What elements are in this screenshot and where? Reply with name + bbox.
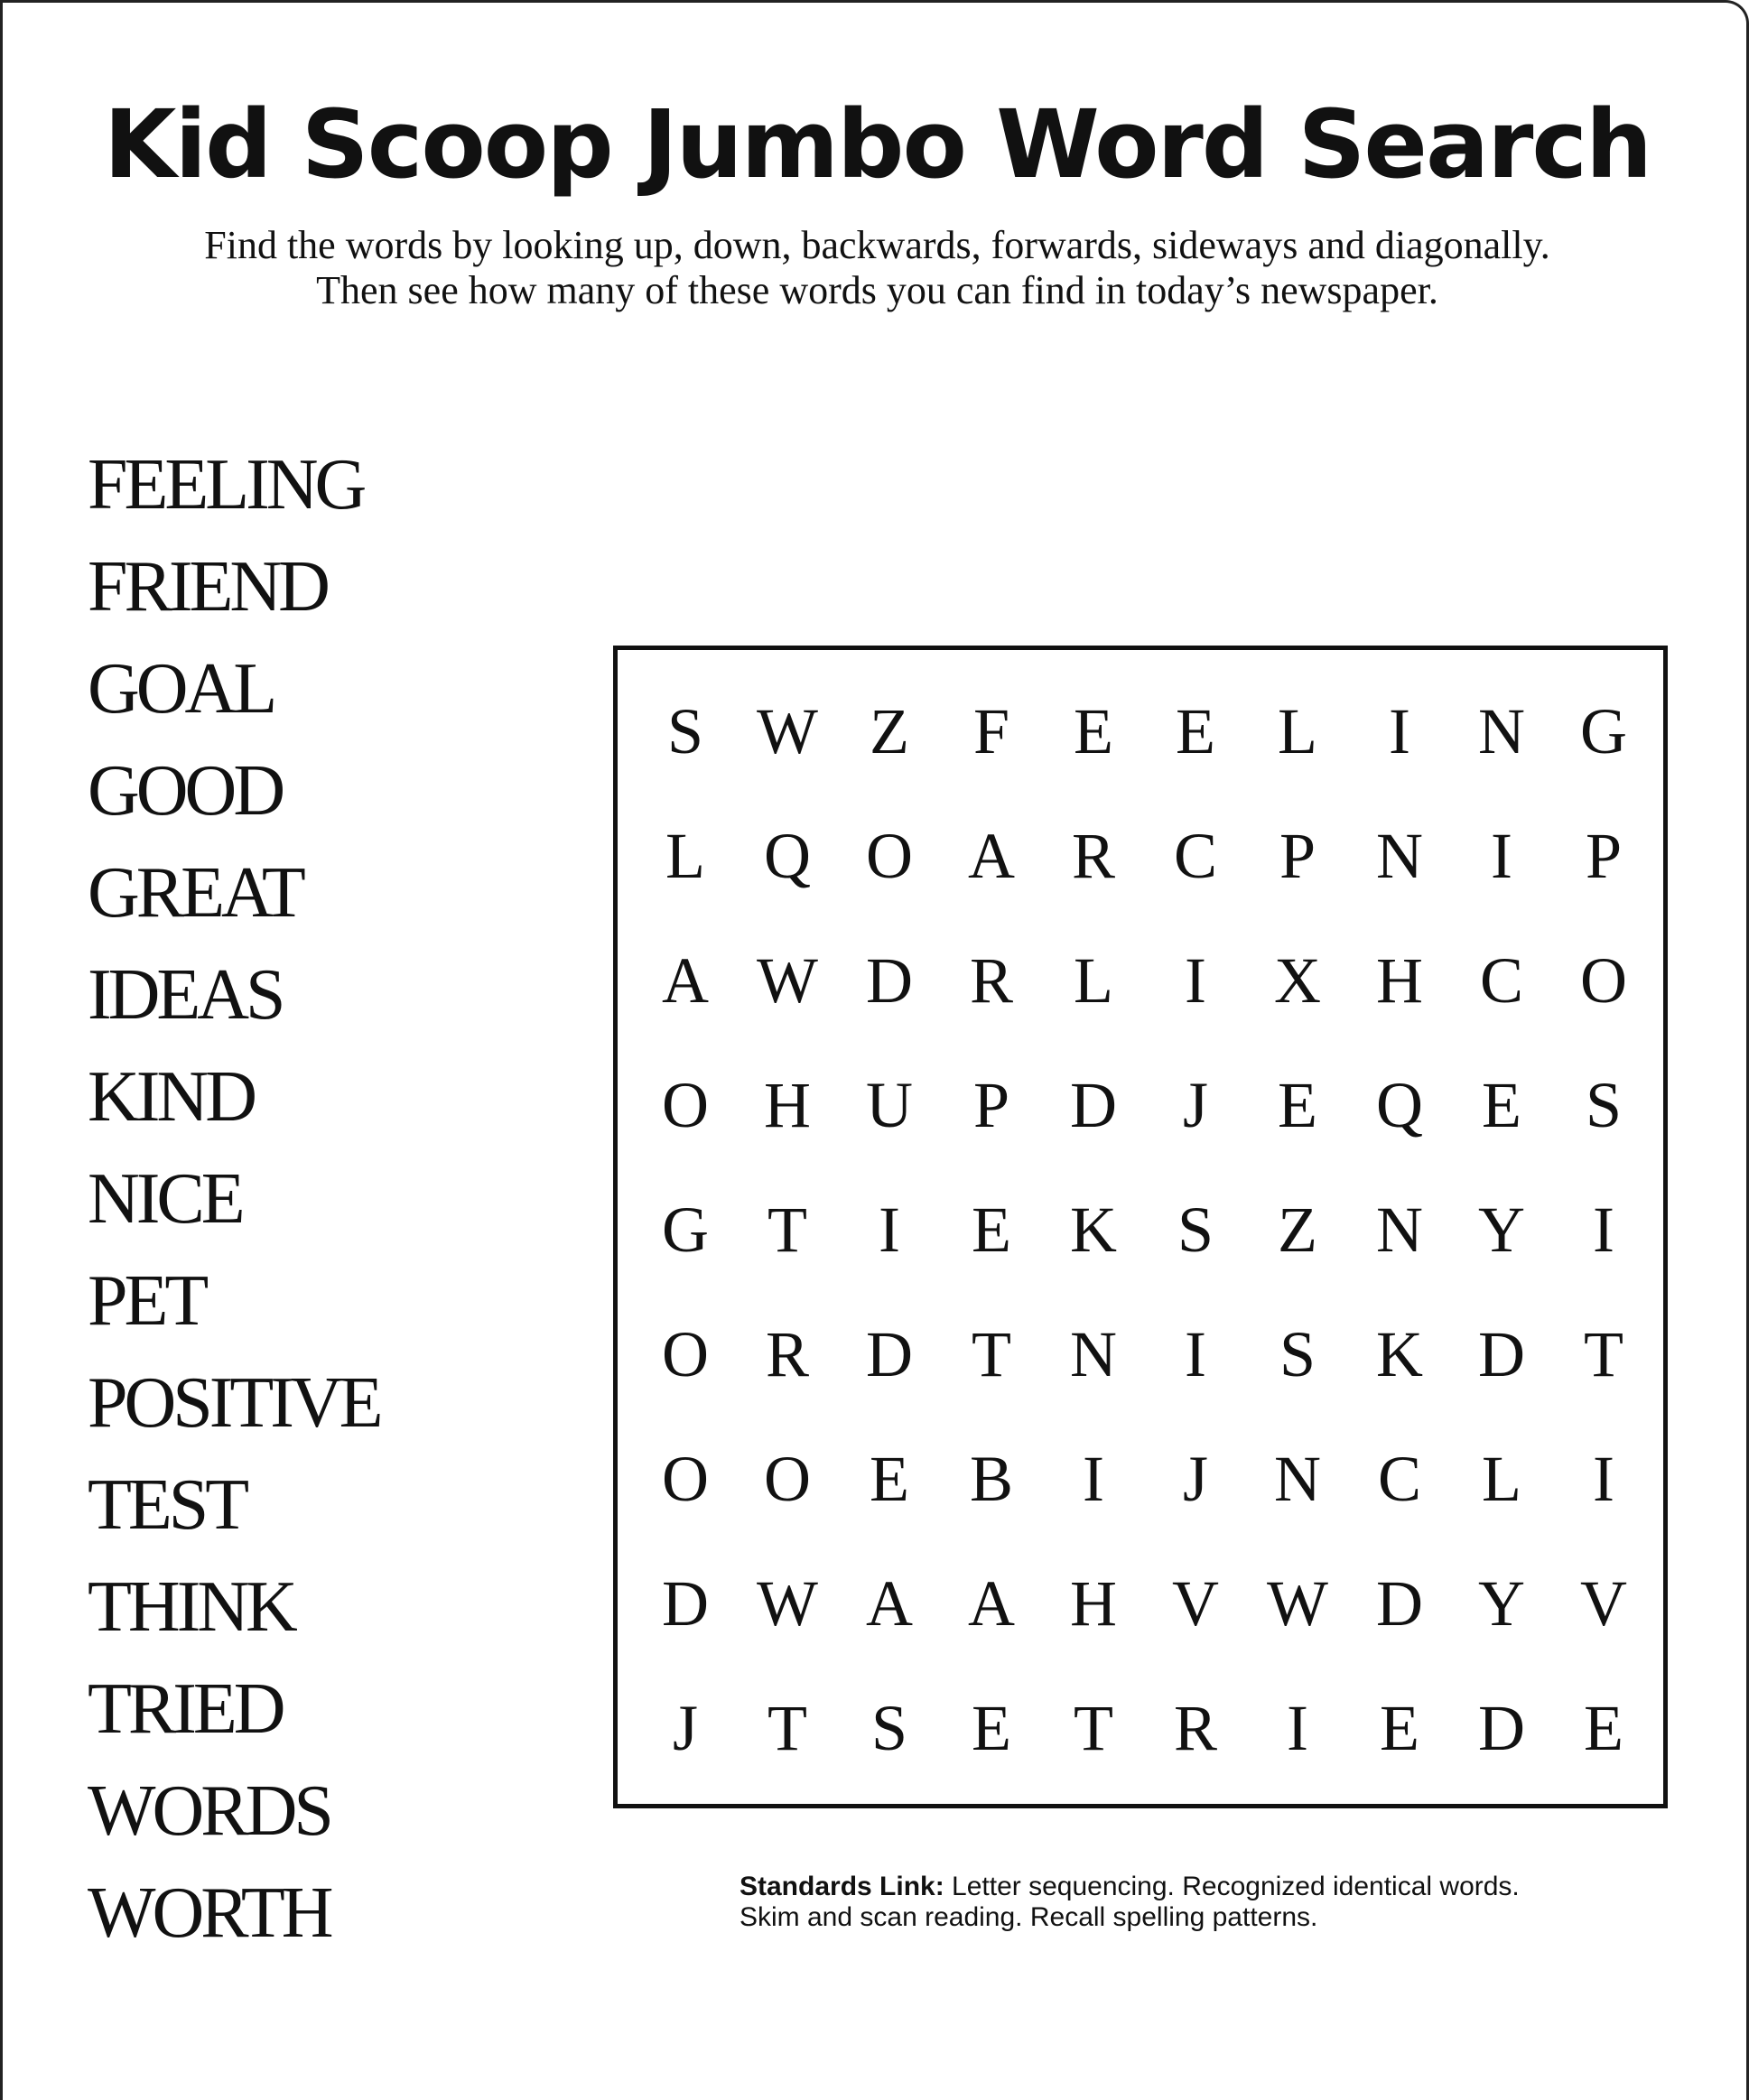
grid-letter[interactable]: P bbox=[972, 1069, 1010, 1141]
page-title: Kid Scoop Jumbo Word Search bbox=[103, 89, 1651, 200]
grid-letter[interactable]: Z bbox=[870, 695, 909, 767]
grid-letter[interactable]: N bbox=[1376, 1194, 1423, 1266]
grid-letter[interactable]: Q bbox=[1376, 1069, 1423, 1141]
grid-letter[interactable]: A bbox=[866, 1567, 913, 1640]
grid-letter[interactable]: E bbox=[1278, 1069, 1317, 1141]
word-list-item: NICE bbox=[88, 1159, 242, 1239]
grid-letter[interactable]: Q bbox=[764, 820, 811, 892]
standards-link bbox=[740, 1872, 1552, 1933]
grid-letter[interactable]: R bbox=[969, 944, 1014, 1017]
grid-letter[interactable]: E bbox=[972, 1194, 1011, 1266]
word-list-item: TRIED bbox=[88, 1669, 283, 1749]
grid-letter[interactable]: I bbox=[1185, 944, 1206, 1017]
word-list-item: PET bbox=[88, 1261, 206, 1341]
grid-letter[interactable]: O bbox=[764, 1443, 811, 1515]
grid-letter[interactable]: O bbox=[662, 1443, 709, 1515]
grid-letter[interactable]: J bbox=[1182, 1069, 1209, 1141]
word-list-item: FRIEND bbox=[88, 547, 327, 627]
grid-letter[interactable]: V bbox=[1580, 1567, 1627, 1640]
word-list-item: THINK bbox=[88, 1567, 294, 1647]
word-list-item: KIND bbox=[88, 1057, 254, 1137]
word-list-item: TEST bbox=[88, 1465, 247, 1545]
grid-letter[interactable]: U bbox=[866, 1069, 913, 1141]
grid-letter[interactable]: V bbox=[1172, 1567, 1219, 1640]
word-list bbox=[88, 434, 380, 1965]
grid-letter[interactable]: N bbox=[1274, 1443, 1321, 1515]
grid-letter[interactable]: E bbox=[1074, 695, 1113, 767]
standards-text-line-1: Letter sequencing. Recognized identical words. bbox=[952, 1872, 1520, 1901]
grid-letter[interactable]: J bbox=[672, 1692, 699, 1764]
grid-letter[interactable]: E bbox=[1584, 1692, 1623, 1764]
grid-letter[interactable]: N bbox=[1070, 1318, 1117, 1390]
grid-letter[interactable]: T bbox=[972, 1318, 1011, 1390]
grid-letter[interactable]: H bbox=[1070, 1567, 1117, 1640]
grid-letter[interactable]: L bbox=[665, 820, 705, 892]
grid-letter[interactable]: O bbox=[662, 1069, 709, 1141]
grid-letter[interactable]: A bbox=[662, 944, 709, 1017]
grid-letter[interactable]: D bbox=[866, 944, 913, 1017]
grid-letter[interactable]: Y bbox=[1478, 1194, 1525, 1266]
grid-letter[interactable]: N bbox=[1478, 695, 1525, 767]
grid-letter[interactable]: P bbox=[1585, 820, 1623, 892]
word-list-item: WORDS bbox=[88, 1771, 330, 1851]
word-list-item: IDEAS bbox=[88, 955, 283, 1035]
grid-letter[interactable]: S bbox=[1279, 1318, 1316, 1390]
grid-letter[interactable]: I bbox=[1287, 1692, 1308, 1764]
grid-letter[interactable]: I bbox=[1185, 1318, 1206, 1390]
grid-letter[interactable]: I bbox=[1593, 1194, 1614, 1266]
grid-letter[interactable]: H bbox=[1376, 944, 1423, 1017]
grid-letter[interactable]: L bbox=[1482, 1443, 1521, 1515]
word-list-item: GOOD bbox=[88, 751, 283, 831]
grid-letter[interactable]: F bbox=[972, 695, 1010, 767]
grid-letter[interactable]: J bbox=[1182, 1443, 1209, 1515]
grid-letter[interactable]: T bbox=[768, 1692, 807, 1764]
grid-letter[interactable]: Y bbox=[1478, 1567, 1525, 1640]
grid-letter[interactable]: C bbox=[1173, 820, 1218, 892]
grid-letter[interactable]: T bbox=[768, 1194, 807, 1266]
word-search-grid bbox=[613, 646, 1668, 1808]
grid-letter[interactable]: C bbox=[1479, 944, 1524, 1017]
grid-letter[interactable]: G bbox=[1580, 695, 1627, 767]
grid-letter[interactable]: T bbox=[1584, 1318, 1623, 1390]
grid-letter[interactable]: R bbox=[1071, 820, 1116, 892]
word-list-item: GREAT bbox=[88, 853, 302, 933]
grid-letter[interactable]: G bbox=[662, 1194, 709, 1266]
grid-letter[interactable]: E bbox=[1380, 1692, 1419, 1764]
word-list-item: POSITIVE bbox=[88, 1363, 380, 1443]
grid-letter[interactable]: O bbox=[866, 820, 913, 892]
grid-letter[interactable]: O bbox=[1580, 944, 1627, 1017]
word-list-item: GOAL bbox=[88, 649, 274, 729]
grid-letter[interactable]: X bbox=[1274, 944, 1321, 1017]
grid-letter[interactable]: S bbox=[666, 695, 704, 767]
grid-letter[interactable]: W bbox=[757, 695, 818, 767]
grid-letter[interactable]: D bbox=[662, 1567, 709, 1640]
grid-letter[interactable]: T bbox=[1074, 1692, 1113, 1764]
grid-letter[interactable]: O bbox=[662, 1318, 709, 1390]
grid-letter[interactable]: Z bbox=[1278, 1194, 1317, 1266]
word-list-item: WORTH bbox=[88, 1873, 330, 1953]
grid-letter[interactable]: D bbox=[1478, 1692, 1525, 1764]
grid-letter[interactable]: I bbox=[1083, 1443, 1104, 1515]
grid-letter[interactable]: E bbox=[1482, 1069, 1521, 1141]
grid-letter[interactable]: R bbox=[1173, 1692, 1218, 1764]
grid-letter[interactable]: I bbox=[1389, 695, 1410, 767]
grid-letter[interactable]: S bbox=[1177, 1194, 1214, 1266]
grid-letter[interactable]: I bbox=[1491, 820, 1512, 892]
standards-label: Standards Link: bbox=[740, 1872, 944, 1901]
grid-letter[interactable]: S bbox=[1585, 1069, 1623, 1141]
grid-letter[interactable]: W bbox=[757, 944, 818, 1017]
instructions-line-1: Find the words by looking up, down, backwards, forwards, sideways and diagonally. bbox=[204, 223, 1550, 267]
grid-letter[interactable]: L bbox=[1074, 944, 1113, 1017]
grid-letter[interactable]: A bbox=[968, 1567, 1015, 1640]
grid-letter[interactable]: L bbox=[1278, 695, 1317, 767]
grid-letter[interactable]: D bbox=[1070, 1069, 1117, 1141]
grid-letter[interactable]: C bbox=[1377, 1443, 1422, 1515]
grid-letter[interactable]: W bbox=[1267, 1567, 1328, 1640]
grid-letter[interactable]: S bbox=[870, 1692, 908, 1764]
grid-letter[interactable]: I bbox=[879, 1194, 900, 1266]
grid-letter[interactable]: E bbox=[972, 1692, 1011, 1764]
grid-letter[interactable]: A bbox=[968, 820, 1015, 892]
grid-letter[interactable]: R bbox=[765, 1318, 810, 1390]
grid-letter[interactable]: K bbox=[1376, 1318, 1423, 1390]
grid-letter[interactable]: D bbox=[1376, 1567, 1423, 1640]
grid-letter[interactable]: E bbox=[870, 1443, 909, 1515]
grid-letter[interactable]: P bbox=[1279, 820, 1316, 892]
word-list-item: FEELING bbox=[88, 445, 364, 525]
standards-text-line-2: Skim and scan reading. Recall spelling patterns. bbox=[740, 1902, 1318, 1932]
letter-grid bbox=[618, 650, 1663, 1804]
grid-letter[interactable]: I bbox=[1593, 1443, 1614, 1515]
instructions-line-2: Then see how many of these words you can find in today’s newspaper. bbox=[316, 268, 1438, 312]
grid-letter[interactable]: H bbox=[764, 1069, 811, 1141]
grid-letter[interactable]: D bbox=[866, 1318, 913, 1390]
grid-letter[interactable]: N bbox=[1376, 820, 1423, 892]
grid-letter[interactable]: E bbox=[1176, 695, 1215, 767]
grid-letter[interactable]: K bbox=[1070, 1194, 1117, 1266]
grid-letter[interactable]: D bbox=[1478, 1318, 1525, 1390]
grid-letter[interactable]: B bbox=[969, 1443, 1014, 1515]
grid-letter[interactable]: W bbox=[757, 1567, 818, 1640]
